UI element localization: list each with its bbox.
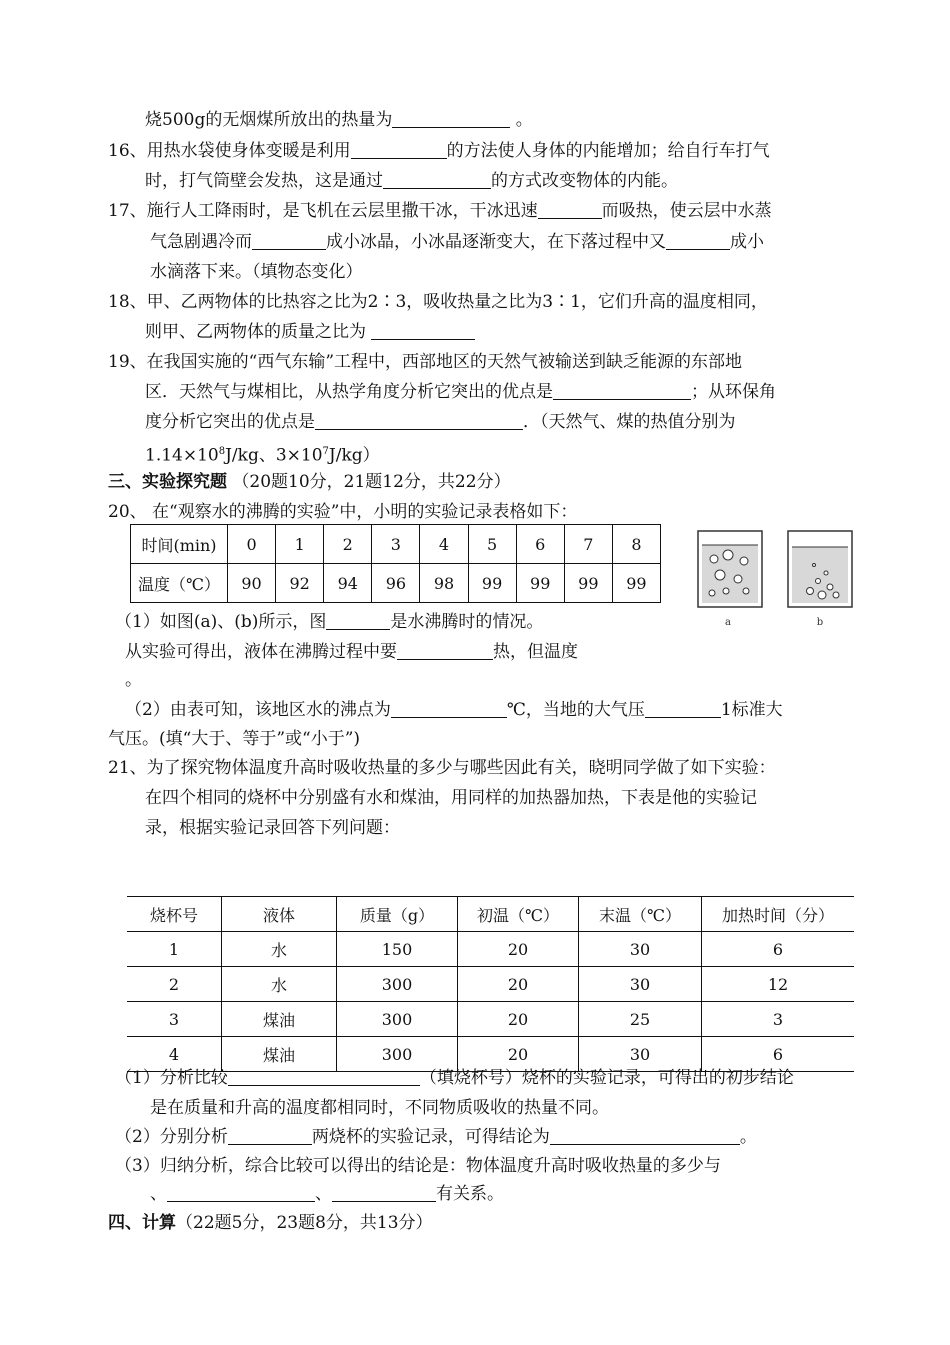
table-cell: 99	[468, 564, 516, 603]
table-cell: 96	[372, 564, 420, 603]
table-cell: 20	[458, 1002, 579, 1037]
q20-intro: 20、 在“观察水的沸腾的实验”中，小明的实验记录表格如下：	[108, 502, 578, 522]
q17-line-3: 水滴落下来。（填物态变化）	[150, 262, 363, 282]
table-cell: 3	[127, 1002, 222, 1037]
q15-line: 烧500g的无烟煤所放出的热量为 。	[145, 110, 533, 130]
q20-part2-line1: （2）由表可知，该地区水的沸点为 ℃，当地的大气压 1标准大	[125, 700, 783, 720]
q21-line-3: 录，根据实验记录回答下列问题：	[145, 818, 400, 838]
table-row	[127, 1002, 854, 1037]
row-label: 时间(min)	[131, 525, 228, 564]
q17-line-2: 气急剧遇冷而 成小冰晶，小冰晶逐渐变大，在下落过程中又 成小	[150, 232, 764, 252]
table-cell: 煤油	[222, 1037, 337, 1072]
table-cell: 2	[127, 967, 222, 1002]
q20-part1-line3: 。	[125, 670, 142, 690]
answer-blank[interactable]	[392, 109, 510, 128]
table-cell: 8	[612, 525, 660, 564]
table-cell: 0	[228, 525, 276, 564]
answer-blank[interactable]	[550, 1126, 740, 1145]
answer-blank[interactable]	[553, 381, 691, 400]
answer-blank[interactable]	[538, 200, 602, 219]
section-4-heading: 四、计算（22题5分，23题8分，共13分）	[108, 1213, 433, 1233]
table-cell: 水	[222, 967, 337, 1002]
q21-part1-line1: （1）分析比较 （填烧杯号）烧杯的实验记录，可得出的初步结论	[115, 1068, 794, 1088]
table-cell: 2	[324, 525, 372, 564]
column-header: 末温（℃）	[579, 897, 702, 932]
table-cell: 5	[468, 525, 516, 564]
q20-part1-line2: 从实验可得出，液体在沸腾过程中要 热，但温度	[125, 642, 578, 662]
table-cell: 150	[337, 932, 458, 967]
table-cell: 90	[228, 564, 276, 603]
row-label: 温度（℃）	[131, 564, 228, 603]
table-cell: 98	[420, 564, 468, 603]
table-cell: 20	[458, 932, 579, 967]
q17-line-1: 17、施行人工降雨时，是飞机在云层里撒干冰，干冰迅速 而吸热，使云层中水蒸	[108, 201, 772, 221]
q21-line-1: 21、为了探究物体温度升高时吸收热量的多少与哪些因此有关，晓明同学做了如下实验：	[108, 758, 776, 778]
table-cell: 4	[127, 1037, 222, 1072]
table-cell: 30	[579, 932, 702, 967]
table-cell: 300	[337, 967, 458, 1002]
table-cell: 6	[702, 932, 855, 967]
table-cell: 水	[222, 932, 337, 967]
q18-line-2: 则甲、乙两物体的质量之比为	[145, 320, 475, 344]
table-cell: 12	[702, 967, 855, 1002]
beaker-b	[788, 531, 852, 628]
column-header: 初温（℃）	[458, 897, 579, 932]
q21-part3-line1: （3）归纳分析，综合比较可以得出的结论是：物体温度升高时吸收热量的多少与	[115, 1156, 721, 1176]
table-cell: 20	[458, 967, 579, 1002]
answer-blank[interactable]	[315, 411, 523, 430]
answer-blank[interactable]	[666, 231, 730, 250]
table-cell: 4	[420, 525, 468, 564]
table-cell: 6	[702, 1037, 855, 1072]
q21-part3-line2: 、 、 有关系。	[150, 1184, 504, 1204]
table-row	[127, 932, 854, 967]
table-cell: 30	[579, 967, 702, 1002]
q19-line-4: $1.14\times 10^8J/kg$、$3\times 10^7J/kg$）	[145, 445, 380, 466]
table-cell: 99	[516, 564, 564, 603]
q19-line-2: 区．天然气与煤相比，从热学角度分析它突出的优点是 ；从环保角	[145, 382, 776, 402]
answer-blank[interactable]	[252, 231, 326, 250]
answer-blank[interactable]	[167, 1183, 315, 1202]
table-cell: 煤油	[222, 1002, 337, 1037]
boiling-data-table	[130, 524, 661, 603]
answer-blank[interactable]	[228, 1126, 312, 1145]
answer-blank[interactable]	[351, 140, 447, 159]
answer-blank[interactable]	[228, 1067, 420, 1086]
heating-data-table	[127, 896, 854, 1072]
table-cell: 6	[516, 525, 564, 564]
table-cell: 25	[579, 1002, 702, 1037]
table-cell: 94	[324, 564, 372, 603]
q19-line-1: 19、在我国实施的“西气东输”工程中，西部地区的天然气被输送到缺乏能源的东部地	[108, 352, 743, 372]
table-cell: 20	[458, 1037, 579, 1072]
q20-part2-line2: 气压。(填“大于、等于”或“小于”)	[108, 729, 361, 749]
column-header: 烧杯号	[149, 905, 198, 925]
table-cell: 3	[372, 525, 420, 564]
column-header: 加热时间（分）	[702, 897, 855, 932]
column-header: 液体	[222, 897, 337, 932]
table-cell: 300	[337, 1037, 458, 1072]
table-cell: 7	[564, 525, 612, 564]
table-row	[131, 564, 661, 603]
column-header: 质量（g）	[337, 897, 458, 932]
q21-part1-line2: 是在质量和升高的温度都相同时，不同物质吸收的热量不同。	[150, 1098, 609, 1118]
answer-blank[interactable]	[371, 321, 475, 340]
table-cell: 30	[579, 1037, 702, 1072]
q16-line-1: 16、用热水袋使身体变暖是利用 的方法使人身体的内能增加；给自行车打气	[108, 141, 770, 161]
q18-line-1: 18、甲、乙两物体的比热容之比为2∶3，吸收热量之比为3∶1，它们升高的温度相同，	[108, 292, 768, 312]
table-cell: 1	[276, 525, 324, 564]
answer-blank[interactable]	[326, 611, 390, 630]
figure-label-b: b	[816, 617, 824, 628]
table-cell: 1	[127, 932, 222, 967]
answer-blank[interactable]	[397, 641, 493, 660]
q21-part2-line: （2）分别分析 两烧杯的实验记录，可得结论为 。	[115, 1127, 757, 1147]
table-row	[131, 525, 661, 564]
table-row	[127, 967, 854, 1002]
answer-blank[interactable]	[332, 1183, 436, 1202]
table-header-row	[127, 897, 854, 932]
answer-blank[interactable]	[645, 699, 721, 718]
table-cell: 99	[564, 564, 612, 603]
figure-label-a: a	[725, 617, 731, 628]
beaker-a	[698, 531, 762, 628]
beaker-figure	[690, 525, 860, 630]
q20-part1-line1: （1）如图(a)、(b)所示，图 是水沸腾时的情况。	[115, 612, 544, 632]
q16-line-2: 时，打气筒壁会发热，这是通过 的方式改变物体的内能。	[145, 171, 678, 191]
section-3-heading: 三、实验探究题 （20题10分，21题12分，共22分）	[108, 472, 511, 492]
q19-line-3: 度分析它突出的优点是 ．（天然气、煤的热值分别为	[145, 412, 736, 432]
answer-blank[interactable]	[383, 170, 491, 189]
table-cell: 300	[337, 1002, 458, 1037]
table-cell: 92	[276, 564, 324, 603]
q21-line-2: 在四个相同的烧杯中分别盛有水和煤油，用同样的加热器加热，下表是他的实验记	[145, 788, 757, 808]
table-cell: 99	[612, 564, 660, 603]
table-cell: 3	[702, 1002, 855, 1037]
answer-blank[interactable]	[391, 699, 507, 718]
